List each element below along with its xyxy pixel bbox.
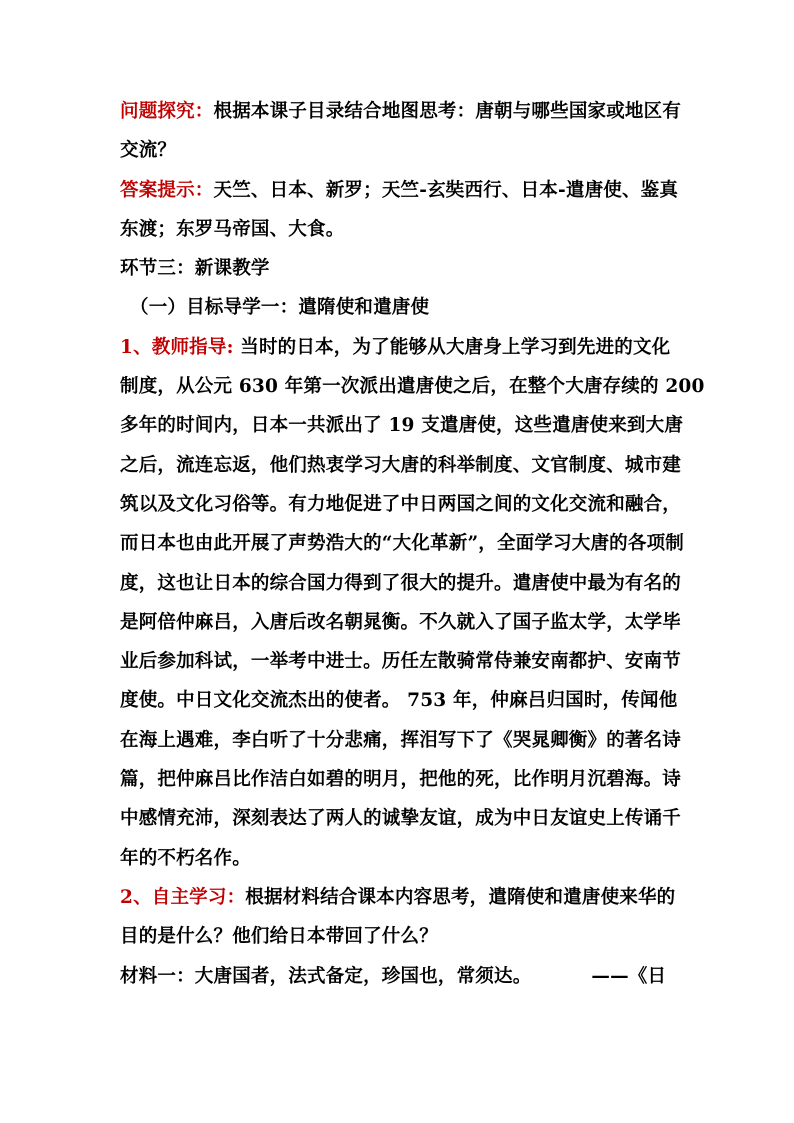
self-study-line-1 xyxy=(120,878,680,917)
paragraph-line: 多年的时间内，日本一共派出了 19 支遣唐使，这些遣唐使来到大唐 xyxy=(120,415,684,437)
answer-line-2: 东渡；东罗马帝国、大食。 xyxy=(120,218,345,240)
paragraph-line: 制度，从公元 630 年第一次派出遣唐使之后，在整个大唐存续的 200 xyxy=(120,376,705,398)
paragraph-line: 在海上遇难，李白听了十分悲痛，挥泪写下了《哭晁卿衡》的著名诗 xyxy=(120,729,682,751)
paragraph-line: 筑以及文化习俗等。有力地促进了中日两国之间的文化交流和融合， xyxy=(120,493,682,515)
question-line-2: 交流？ xyxy=(120,140,177,162)
paragraph-line: 年的不朽名作。 xyxy=(120,847,251,869)
paragraph-line: 度使。中日文化交流杰出的使者。 753 年，仲麻吕归国时，传闻他 xyxy=(120,690,678,712)
document-page xyxy=(120,92,705,996)
paragraph-line: 业后参加科试，一举考中进士。历任左散骑常侍兼安南都护、安南节 xyxy=(120,651,682,673)
paragraph-line: 中感情充沛，深刻表达了两人的诚挚友谊，成为中日友谊史上传诵千 xyxy=(120,808,682,830)
question-line-1 xyxy=(120,92,680,131)
teacher-guide-text: 当时的日本，为了能够从大唐身上学习到先进的文化 xyxy=(233,336,671,358)
answer-label: 答案提示： xyxy=(120,179,214,201)
paragraph-line: 是阿倍仲麻吕，入唐后改名朝晁衡。不久就入了国子监太学，太学毕 xyxy=(120,611,682,633)
section-title: 环节三：新课教学 xyxy=(120,258,270,280)
question-text: 根据本课子目录结合地图思考：唐朝与哪些国家或地区有 xyxy=(213,101,682,122)
question-label: 问题探究： xyxy=(120,101,214,122)
material-one-text: 材料一：大唐国者，法式备定，珍国也，常须达。 xyxy=(120,965,532,987)
teacher-guide-line-1 xyxy=(120,328,680,367)
paragraph-line: 度，这也让日本的综合国力得到了很大的提升。遣唐使中最为有名的 xyxy=(120,572,682,594)
answer-line-1 xyxy=(120,171,680,210)
answer-text: 天竺、日本、新罗；天竺-玄奘西行、日本-遣唐使、鉴真 xyxy=(213,179,679,201)
self-study-label: 2、自主学习： xyxy=(120,886,246,908)
self-study-text: 根据材料结合课本内容思考，遣隋使和遣唐使来华的 xyxy=(245,886,676,908)
material-one-source: ——《日 xyxy=(591,965,667,987)
paragraph-line: 之后，流连忘返，他们热衷学习大唐的科举制度、文官制度、城市建 xyxy=(120,454,682,476)
paragraph-line: 而日本也由此开展了声势浩大的“大化革新”，全面学习大唐的各项制 xyxy=(120,533,684,555)
subsection-title: （一）目标导学一：遣隋使和遣唐使 xyxy=(130,297,430,319)
material-one-line xyxy=(120,957,680,996)
paragraph-line: 篇，把仲麻吕比作洁白如碧的明月，把他的死，比作明月沉碧海。诗 xyxy=(120,769,682,791)
teacher-guide-label: 1、教师指导: xyxy=(120,336,234,358)
self-study-line-2: 目的是什么？他们给日本带回了什么？ xyxy=(120,926,438,948)
